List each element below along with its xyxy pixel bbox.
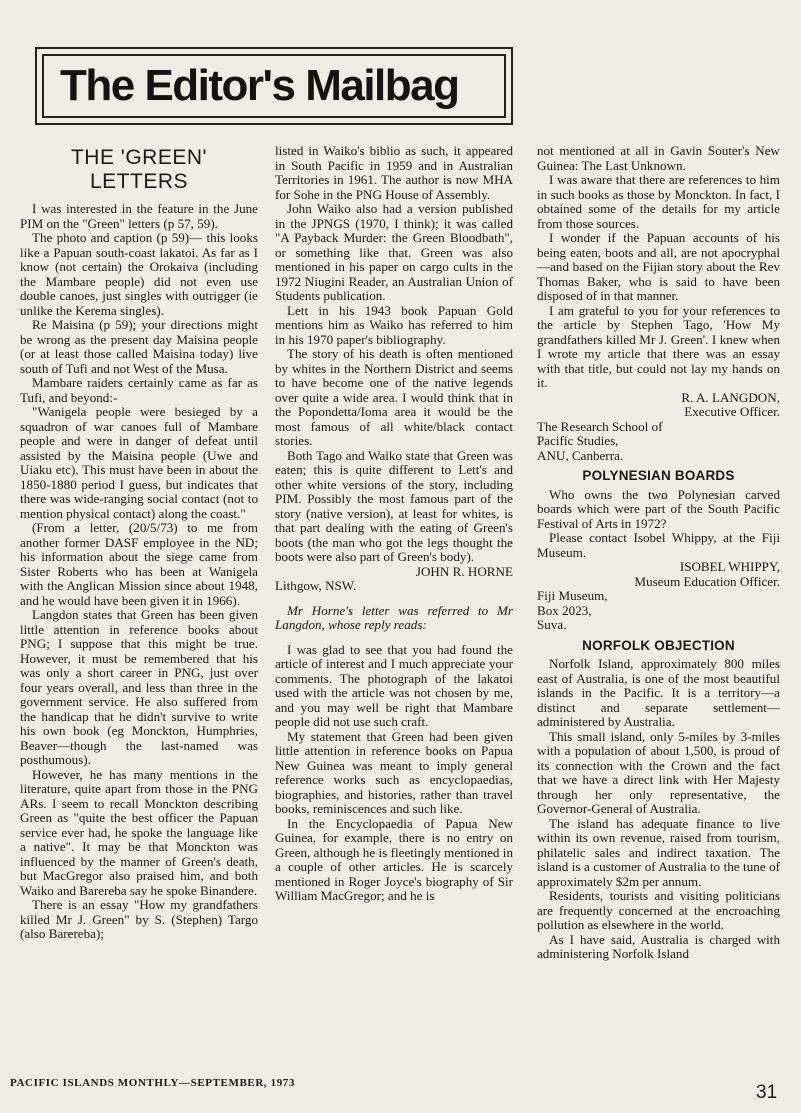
signature-langdon-name: R. A. LANGDON,	[681, 389, 780, 405]
paragraph: not mentioned at all in Gavin Souter's New Guinea: The Last Unknown.	[537, 143, 780, 173]
paragraph: Please contact Isobel Whippy, at the Fiji Museum.	[537, 530, 780, 560]
page-title: The Editor's Mailbag	[60, 61, 459, 110]
paragraph: I wonder if the Papuan accounts of his being eaten, boots and all, are not apocryphal—and based on the Fijian story about the Rev Thomas Baker, who is said to have been disposed of in that manner.	[537, 230, 780, 303]
signature-whippy-title: Museum Education Officer.	[634, 573, 780, 589]
paragraph: This small island, only 5-miles by 3-miles with a population of about 1,500, is proud of its connection with the Crown and the fact that we have a direct link with Her Majesty through her only representative, the Governor-General of Australia.	[537, 728, 780, 816]
footer-publication-line: PACIFIC ISLANDS MONTHLY—SEPTEMBER, 1973	[10, 1077, 295, 1089]
signature-address-line: Suva.	[537, 617, 567, 632]
paragraph: Re Maisina (p 59); your directions might be wrong as the present day Maisina people (or at least those called Maisina today) live south of Tufi and not West of the Musa.	[20, 317, 258, 376]
article-heading-polynesian-boards: POLYNESIAN BOARDS	[582, 468, 735, 483]
paragraph: Langdon states that Green has been given little attention in reference books about PNG; I suppose that this might be true. However, it must be remembered that his was only a short career in PNG, just over four years overall, and less than three in the government service. He also suffered from the handicap that he didn't survive to write his own book (eg Monckton, Humphries, Beaver—though the last-named was posthumous).	[20, 607, 258, 767]
paragraph: As I have said, Australia is charged with administering Norfolk Island	[537, 931, 780, 961]
paragraph: Lett in his 1943 book Papuan Gold mentions him as Waiko has referred to him in his 1970 paper's bibliography.	[275, 302, 513, 347]
signature-address-line: ANU, Canberra.	[537, 447, 624, 463]
masthead-inner-frame	[42, 54, 506, 118]
column-3	[537, 144, 780, 962]
paragraph: Norfolk Island, approximately 800 miles east of Australia, is one of the most beautiful islands in the Pacific. It is a territory—a distinct and separate settlement—administered by Australia.	[537, 656, 780, 729]
paragraph: The story of his death is often mentioned by whites in the Northern District and seems to have become one of the native legends over quite a wide area. I would think that in the Popondetta/Ioma area it would be the most famous of all white/black contact stories.	[275, 346, 513, 448]
paragraph: I was interested in the feature in the June PIM on the "Green" letters (p 57, 59).	[20, 201, 258, 231]
column-2	[275, 144, 513, 904]
column-1	[20, 144, 258, 942]
paragraph: I am grateful to you for your references to the article by Stephen Tago, 'How My grandfathers killed Mr J. Green'. I knew when I wrote my article that there was an essay with that title, but could not lay my hands on it.	[537, 302, 780, 390]
signature-horne: JOHN R. HORNE	[415, 563, 513, 579]
paragraph: I was glad to see that you had found the article of interest and I much appreciate your comments. The photograph of the lakatoi used with the article was not chosen by me, and you may well be right that Mambare people did not use such craft.	[275, 641, 513, 729]
signature-place: Lithgow, NSW.	[275, 578, 357, 593]
paragraph: The photo and caption (p 59)— this looks like a Papuan south-coast lakatoi. As far as I know (not certain) the Orokaiva (including the Mambare people) did not even use double canoes, just singles with outrigger (ie unlike the Kerema singles).	[20, 230, 258, 318]
paragraph: "Wanigela people were besieged by a squadron of war canoes full of Mambare people and were in danger of defeat until assisted by the Maisina people (Uwe and Uiaku etc). This must have been in about the 1850-1880 period I guess, but indicates that there was wide-ranging social contact (not to mention physical contact) along the coast."	[20, 404, 258, 521]
editor-note: Mr Horne's letter was referred to Mr Langdon, whose reply reads:	[275, 602, 513, 632]
page-number: 31	[756, 1082, 778, 1103]
paragraph: Who owns the two Polynesian carved boards which were part of the South Pacific Festival of Arts in 1972?	[537, 486, 780, 531]
signature-address-line: The Research School of	[537, 418, 663, 434]
paragraph: I was aware that there are references to him in such books as those by Monckton. In fact, I obtained some of the details for my article from those sources.	[537, 172, 780, 231]
signature-whippy-name: ISOBEL WHIPPY,	[679, 559, 780, 574]
signature-address-line: Fiji Museum,	[537, 588, 608, 603]
paragraph: John Waiko also had a version published in the JPNGS (1970, I think); it was called "A Payback Murder: the Green Bloodbath", or something like that. Green was also mentioned in his paper on cargo cults in the 1972 Niugini Reader, an Australian Union of Students publication.	[275, 201, 513, 303]
masthead	[35, 47, 513, 125]
article-heading-norfolk-objection: NORFOLK OBJECTION	[582, 637, 735, 653]
paragraph: Both Tago and Waiko state that Green was eaten; this is quite different to Lett's and other white versions of the story, including PIM. Possibly the most famous part of the story (native version), at least for whites, is that part dealing with the eating of Green's boots (the man who got the legs thought the boots were also part of Green's body).	[275, 447, 513, 564]
paragraph: However, he has many mentions in the literature, quite apart from those in the PNG ARs. I seem to recall Monckton describing Green as "quite the best officer the Papuan service ever had, he spoke the language like a native". It may be that Monckton was influenced by the manner of Green's death, but MacGregor also praised him, and both Waiko and Barereba say he spoke Binandere.	[20, 766, 258, 898]
paragraph: listed in Waiko's biblio as such, it appeared in South Pacific in 1959 and in Australian Territories in 1961. The author is now MHA for Sohe in the PNG House of Assembly.	[275, 143, 513, 202]
signature-langdon-title: Executive Officer.	[684, 404, 780, 419]
paragraph: There is an essay "How my grandfathers killed Mr J. Green" by S. (Stephen) Targo (also Barereba);	[20, 897, 258, 941]
paragraph: In the Encyclopaedia of Papua New Guinea, for example, there is no entry on Green, although he is fleetingly mentioned in a couple of other articles. He is scarcely mentioned in Roger Joyce's biography of Sir William MacGregor; and he is	[275, 815, 513, 903]
paragraph: The island has adequate finance to live within its own revenue, raised from tourism, philatelic sales and indirect taxation. The island is a customer of Australia to the tune of approximately $2m per annum.	[537, 815, 780, 889]
paragraph: (From a letter, (20/5/73) to me from another former DASF employee in the ND; his information about the siege came from Sister Roberts who has been at Wanigela with the Anglican Mission since about 1948, and he would have been given it in 1966).	[20, 520, 258, 608]
paragraph: Residents, tourists and visiting politicians are frequently concerned at the encroaching pollution as elsewhere in the world.	[537, 888, 780, 932]
signature-address-line: Box 2023,	[537, 602, 592, 618]
article-heading-green-letters: THE 'GREEN' LETTERS	[70, 146, 208, 193]
paragraph: My statement that Green had been given little attention in reference books on Papua New Guinea was meant to imply general reference works such as encyclopaedias, biographies, and histories, rather than travel books, reminiscences and such like.	[275, 728, 513, 816]
paragraph: Mambare raiders certainly came as far as Tufi, and beyond:-	[20, 375, 258, 405]
signature-address-line: Pacific Studies,	[537, 433, 619, 448]
